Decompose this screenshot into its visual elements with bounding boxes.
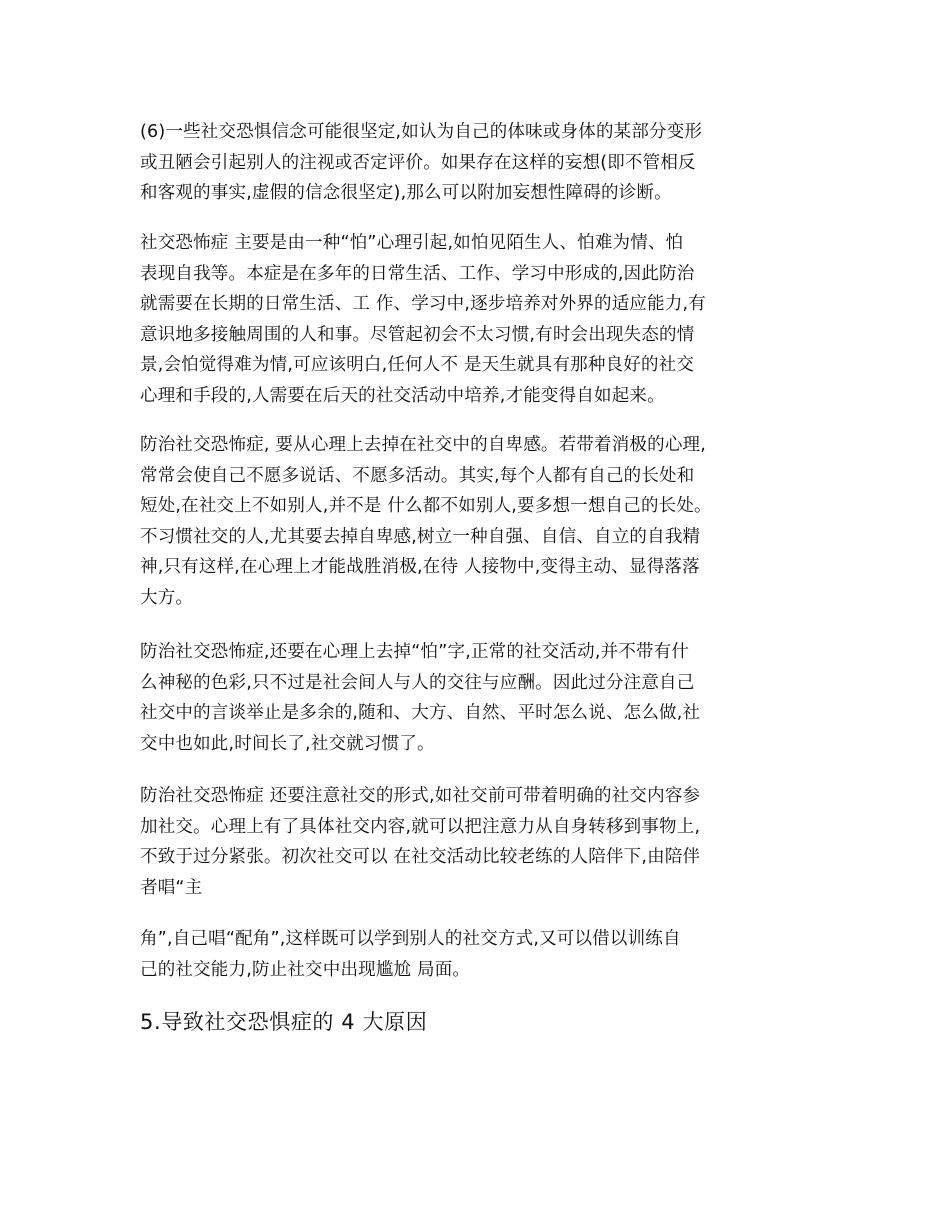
paragraph-remove-inferiority: 防治社交恐怖症, 要从心理上去掉在社交中的自卑感。若带着消极的心理, 常常会使自己不愿多说话、不愿多活动。其实,每个人都有自己的长处和 短处,在社交上不如别人,并不是 什么都不如别人,要多想一想自己的长处。 不习惯社交的人,尤其要去掉自卑感,树立一种自强、自信、自立的自我精 神,只有这样,在心理上才能战胜消极,在待 人接物中,变得主动、显得落落 大方。 <box>140 435 712 608</box>
paragraph-remove-fear: 防治社交恐怖症,还要在心理上去掉“怕”字,正常的社交活动,并不带有什 么神秘的色彩,只不过是社会间人与人的交往与应酬。因此过分注意自己 社交中的言谈举止是多余的,随和、大方、自然、平时怎么说、怎么做,社 交中也如此,时间长了,社交就习惯了。 <box>140 642 701 754</box>
paragraph-delusion-diagnosis: (6)一些社交恐惧信念可能很坚定,如认为自己的体味或身体的某部分变形 或丑陋会引起别人的注视或否定评价。如果存在这样的妄想(即不管相反 和客观的事实,虚假的信念很坚定),那么可以附加妄想性障碍的诊断。 <box>140 122 703 203</box>
paragraph-supporting-role: 角”,自己唱“配角”,这样既可以学到别人的社交方式,又可以借以训练自 己的社交能力,防止社交中出现尴尬 局面。 <box>140 929 681 980</box>
section-heading: 5.导致社交恐惧症的 4 大原因 <box>140 1010 428 1034</box>
paragraph-social-form: 防治社交恐怖症 还要注意社交的形式,如社交前可带着明确的社交内容参 加社交。心理上有了具体社交内容,就可以把注意力从自身转移到事物上, 不致于过分紧张。初次社交可以 在社交活动比较老练的人陪伴下,由陪伴 者唱“主 <box>140 786 701 898</box>
paragraph-fear-origin: 社交恐怖症 主要是由一种“怕”心理引起,如怕见陌生人、怕难为情、怕 表现自我等。本症是在多年的日常生活、工作、学习中形成的,因此防治 就需要在长期的日常生活、工 作、学习中,逐步培养对外界的适应能力,有 意识地多接触周围的人和事。尽管起初会不太习惯,有时会出现失态的情 景,会怕觉得难为情,可应该明白,任何人不 是天生就具有那种良好的社交 心理和手段的,人需要在后天的社交活动中培养,才能变得自如起来。 <box>140 233 706 406</box>
